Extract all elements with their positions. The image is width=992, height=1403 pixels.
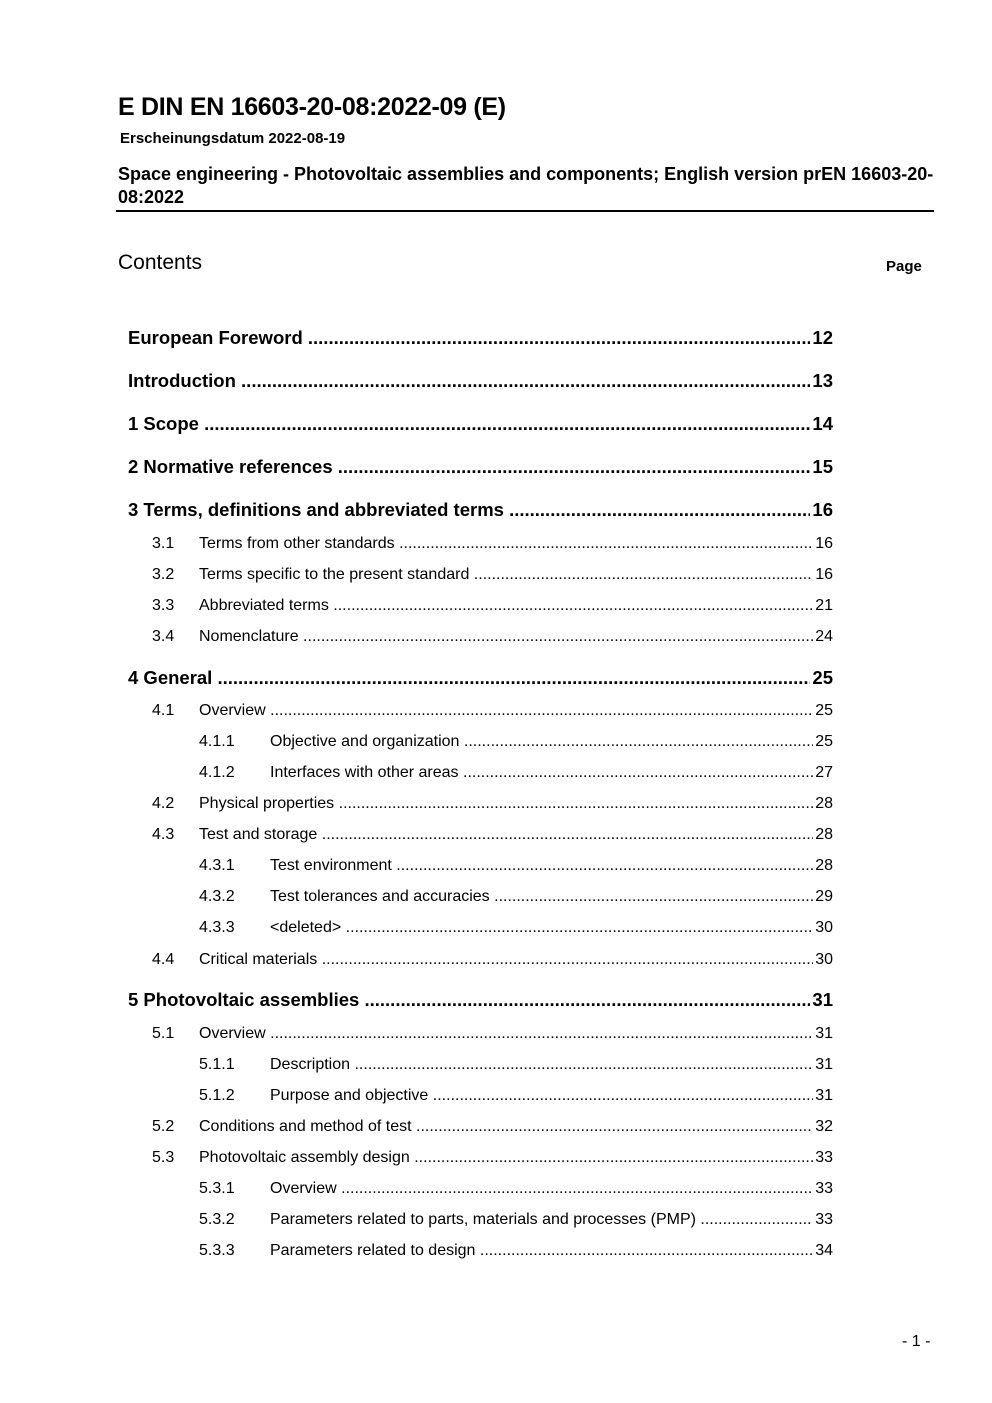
toc-entry[interactable] — [199, 1211, 833, 1229]
toc-entry[interactable] — [152, 702, 833, 720]
toc-entry-label — [152, 826, 813, 844]
toc-entry[interactable] — [128, 499, 833, 521]
toc-entry-page: 16 — [815, 535, 833, 552]
document-title: Space engineering - Photovoltaic assemblies and components; English version prEN 16603-20-08:2022 — [118, 164, 934, 207]
toc-entry[interactable] — [199, 919, 833, 937]
toc-entry-title: Terms specific to the present standard — [199, 566, 470, 583]
toc-entry-number: 4.3.1 — [199, 857, 235, 874]
toc-entry-title: Abbreviated terms — [199, 597, 329, 614]
toc-entry-number: 5.1 — [152, 1025, 175, 1042]
toc-entry-page: 32 — [815, 1118, 833, 1135]
toc-entry[interactable] — [152, 1025, 833, 1043]
toc-entry-number: 5.3.2 — [199, 1211, 235, 1228]
toc-entry-title: Overview — [270, 1180, 337, 1197]
toc-entry-page: 25 — [815, 733, 833, 750]
toc-entry[interactable] — [152, 1149, 833, 1167]
toc-entry-page: 24 — [815, 628, 833, 645]
toc-entry[interactable] — [199, 1087, 833, 1105]
toc-entry-label — [152, 1025, 813, 1043]
toc-entry-label — [152, 628, 813, 646]
toc-entry-label — [199, 1242, 813, 1260]
toc-entry-title: Parameters related to design — [270, 1242, 476, 1259]
toc-entry-label — [199, 733, 813, 751]
toc-entry-page: 28 — [815, 857, 833, 874]
toc-entry[interactable] — [152, 628, 833, 646]
toc-entry-number: 4.4 — [152, 951, 175, 968]
toc-entry-number: 4.3 — [152, 826, 175, 843]
toc-entry-page: 30 — [815, 951, 833, 968]
toc-entry[interactable] — [199, 1180, 833, 1198]
toc-entry-page: 33 — [815, 1180, 833, 1197]
toc-entry-label — [199, 1087, 813, 1105]
toc-entry[interactable] — [128, 667, 833, 689]
toc-entry-page: 27 — [815, 764, 833, 781]
toc-entry-page: 33 — [815, 1149, 833, 1166]
toc-entry-title: Test and storage — [199, 826, 318, 843]
toc-entry-number: 5.3.1 — [199, 1180, 235, 1197]
toc-entry-label — [128, 667, 810, 689]
toc-entry[interactable] — [128, 370, 833, 392]
toc-entry-page: 31 — [815, 1056, 833, 1073]
toc-entry-number: 3.3 — [152, 597, 175, 614]
toc-entry-page: 29 — [815, 888, 833, 905]
toc-entry-page: 30 — [815, 919, 833, 936]
toc-entry-title: European Foreword — [128, 327, 303, 348]
toc-entry-label — [128, 413, 810, 435]
toc-entry-page: 28 — [815, 795, 833, 812]
toc-entry-number: 4.2 — [152, 795, 175, 812]
toc-entry-title: Nomenclature — [199, 628, 299, 645]
toc-entry-label — [152, 597, 813, 615]
toc-entry-number: 5.1.2 — [199, 1087, 235, 1104]
toc-entry[interactable] — [128, 456, 833, 478]
toc-entry-title: <deleted> — [270, 919, 342, 936]
toc-entry-title: Critical materials — [199, 951, 318, 968]
toc-entry-title: 2 Normative references — [128, 456, 333, 477]
toc-entry-title: Photovoltaic assembly design — [199, 1149, 410, 1166]
toc-entry-number: 3.4 — [152, 628, 175, 645]
toc-entry-title: Interfaces with other areas — [270, 764, 459, 781]
toc-entry-label — [199, 1211, 813, 1229]
toc-entry-number: 4.1.1 — [199, 733, 235, 750]
publication-date: Erscheinungsdatum 2022-08-19 — [120, 130, 346, 147]
toc-entry-label — [128, 370, 810, 392]
toc-entry-label — [199, 1056, 813, 1074]
toc-entry-label — [199, 764, 813, 782]
toc-entry[interactable] — [152, 535, 833, 553]
toc-entry[interactable] — [128, 327, 833, 349]
toc-entry-title: 5 Photovoltaic assemblies — [128, 989, 360, 1010]
contents-heading: Contents — [118, 251, 203, 274]
toc-entry-number: 5.1.1 — [199, 1056, 235, 1073]
toc-entry-label — [128, 327, 810, 349]
toc-entry-number: 5.3 — [152, 1149, 175, 1166]
toc-entry-number: 5.2 — [152, 1118, 175, 1135]
toc-entry-title: Overview — [199, 702, 266, 719]
toc-entry-page: 14 — [812, 413, 833, 434]
toc-entry[interactable] — [199, 1056, 833, 1074]
toc-entry-title: Parameters related to parts, materials and processes (PMP) — [270, 1211, 696, 1228]
toc-entry[interactable] — [152, 795, 833, 813]
toc-entry[interactable] — [128, 989, 833, 1011]
toc-entry-page: 28 — [815, 826, 833, 843]
toc-entry[interactable] — [199, 733, 833, 751]
toc-entry-page: 33 — [815, 1211, 833, 1228]
toc-entry-page: 25 — [815, 702, 833, 719]
toc-entry[interactable] — [152, 597, 833, 615]
toc-entry-number: 3.1 — [152, 535, 175, 552]
toc-entry-title: Introduction — [128, 370, 236, 391]
toc-entry-title: Objective and organization — [270, 733, 460, 750]
toc-entry-title: Terms from other standards — [199, 535, 395, 552]
toc-entry-title: 3 Terms, definitions and abbreviated terms — [128, 499, 504, 520]
toc-entry-title: Conditions and method of test — [199, 1118, 412, 1135]
page-number: - 1 - — [902, 1333, 931, 1350]
toc-entry-number: 4.1.2 — [199, 764, 235, 781]
toc-entry-label — [152, 702, 813, 720]
toc-entry[interactable] — [152, 951, 833, 969]
toc-entry-page: 21 — [815, 597, 833, 614]
toc-entry-number: 4.1 — [152, 702, 175, 719]
toc-entry-page: 31 — [812, 989, 833, 1010]
toc-entry-page: 25 — [812, 667, 833, 688]
toc-entry-label — [128, 456, 810, 478]
toc-entry-label — [128, 989, 810, 1011]
toc-entry-title: Purpose and objective — [270, 1087, 429, 1104]
toc-entry-page: 12 — [812, 327, 833, 348]
toc-entry-page: 34 — [815, 1242, 833, 1259]
toc-entry-title: Physical properties — [199, 795, 335, 812]
toc-entry[interactable] — [128, 413, 833, 435]
toc-entry[interactable] — [199, 857, 833, 875]
toc-entry-label — [199, 888, 813, 906]
page-column-heading: Page — [886, 258, 922, 275]
toc-entry-number: 5.3.3 — [199, 1242, 235, 1259]
toc-entry[interactable] — [152, 1118, 833, 1136]
toc-entry-title: Test tolerances and accuracies — [270, 888, 490, 905]
toc-entry-title: 1 Scope — [128, 413, 199, 434]
toc-entry-page: 16 — [812, 499, 833, 520]
toc-entry-title: 4 General — [128, 667, 213, 688]
toc-entry-page: 31 — [815, 1025, 833, 1042]
toc-entry-label — [199, 857, 813, 875]
toc-entry[interactable] — [199, 764, 833, 782]
toc-entry-label — [152, 535, 813, 553]
toc-entry-label — [199, 1180, 813, 1198]
toc-entry-page: 31 — [815, 1087, 833, 1104]
toc-entry[interactable] — [152, 826, 833, 844]
toc-entry-number: 4.3.3 — [199, 919, 235, 936]
toc-entry-title: Description — [270, 1056, 351, 1073]
toc-entry-label — [152, 566, 813, 584]
toc-entry-label — [152, 795, 813, 813]
toc-entry[interactable] — [199, 888, 833, 906]
toc-entry[interactable] — [199, 1242, 833, 1260]
document-id: E DIN EN 16603-20-08:2022-09 (E) — [118, 93, 506, 121]
toc-entry-number: 4.3.2 — [199, 888, 235, 905]
toc-entry-label — [128, 499, 810, 521]
toc-entry-page: 15 — [812, 456, 833, 477]
toc-entry-page: 13 — [812, 370, 833, 391]
toc-entry-label — [152, 951, 813, 969]
toc-entry-number: 3.2 — [152, 566, 175, 583]
toc-entry-page: 16 — [815, 566, 833, 583]
toc-entry-label — [199, 919, 813, 937]
toc-entry[interactable] — [152, 566, 833, 584]
toc-entry-title: Test environment — [270, 857, 392, 874]
toc-entry-title: Overview — [199, 1025, 266, 1042]
toc-entry-label — [152, 1118, 813, 1136]
toc-entry-label — [152, 1149, 813, 1167]
